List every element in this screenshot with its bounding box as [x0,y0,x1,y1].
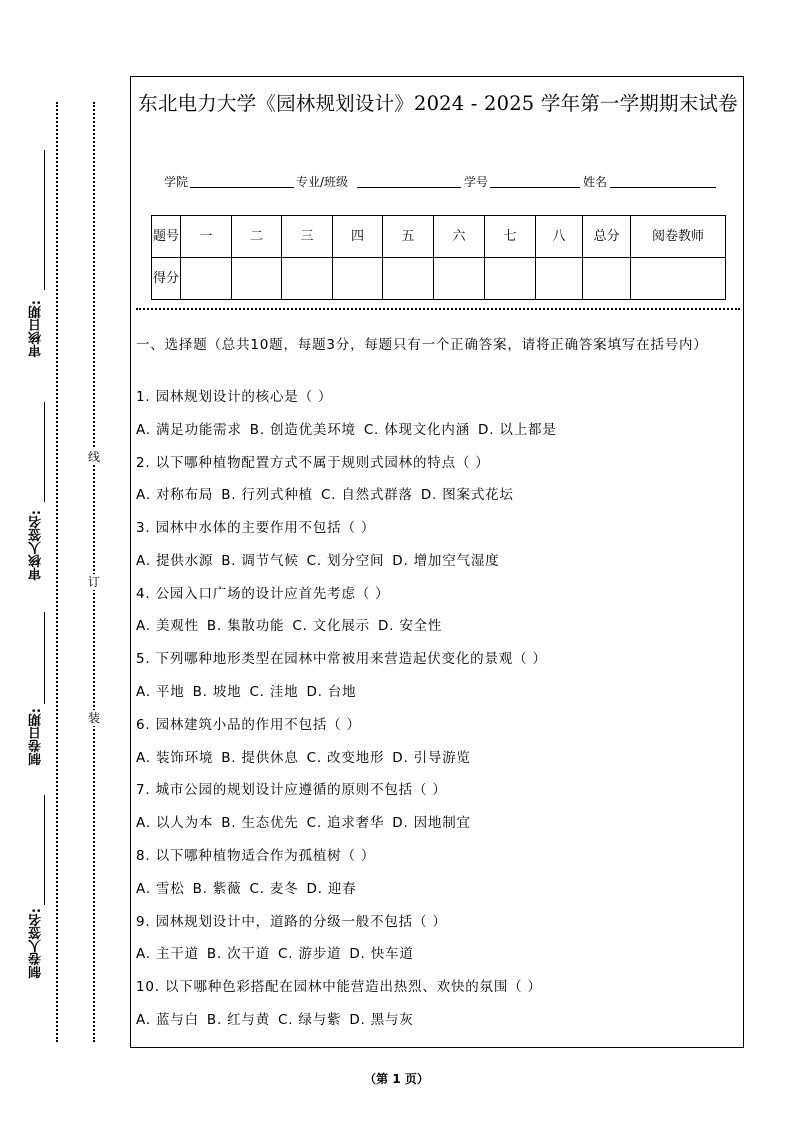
col-total: 总分 [583,216,631,258]
col-grader: 阅卷教师 [631,216,726,258]
page-number: （第 1 页） [364,1072,429,1086]
row-label-score: 得分 [152,258,181,300]
option-5-a[interactable]: A. 平地 [136,684,185,700]
option-9-a[interactable]: A. 主干道 [136,946,199,962]
question-2: 2. 以下哪种植物配置方式不属于规则式园林的特点（ ） [136,455,490,471]
score-cell[interactable] [232,258,282,300]
score-cell[interactable] [383,258,434,300]
score-cell[interactable] [434,258,485,300]
option-3-d[interactable]: D. 增加空气湿度 [392,553,500,569]
option-4-b[interactable]: B. 集散功能 [206,618,285,634]
option-6-a[interactable]: A. 装饰环境 [136,750,214,766]
options-8 [136,880,364,898]
options-1 [136,421,565,439]
option-8-a[interactable]: A. 雪松 [136,881,185,897]
reviewer-date-label: 审核日期: [29,300,44,358]
option-9-b[interactable]: B. 次干道 [206,946,271,962]
option-1-d[interactable]: D. 以上都是 [478,422,557,438]
option-6-d[interactable]: D. 引导游览 [392,750,471,766]
score-cell[interactable] [536,258,583,300]
option-4-d[interactable]: D. 安全性 [377,618,443,634]
section-heading: 一、选择题（总共10题，每题3分，每题只有一个正确答案，请将正确答案填写在括号内） [136,337,708,353]
field-major-input[interactable] [357,187,461,188]
option-9-c[interactable]: C. 游步道 [278,946,342,962]
maker-signature-label: 制卷人签名: [29,908,44,979]
inner-dotted-line [56,102,58,1042]
score-cell[interactable] [583,258,631,300]
question-3: 3. 园林中水体的主要作用不包括（ ） [136,520,376,536]
options-3 [136,552,507,570]
binding-dotted-line [93,102,95,1042]
option-7-d[interactable]: D. 因地制宜 [392,815,471,831]
col-6: 六 [434,216,485,258]
col-8: 八 [536,216,583,258]
options-7 [136,814,479,832]
field-major-label: 专业/班级 [296,175,349,189]
field-name-input[interactable] [610,187,716,188]
option-8-d[interactable]: D. 迎春 [306,881,357,897]
binding-char-bind: 装 [87,711,100,725]
col-7: 七 [485,216,536,258]
option-3-b[interactable]: B. 调节气候 [221,553,299,569]
option-3-c[interactable]: C. 划分空间 [306,553,385,569]
option-10-c[interactable]: C. 绿与紫 [278,1012,342,1028]
option-1-c[interactable]: C. 体现文化内涵 [363,422,471,438]
field-id-input[interactable] [490,187,580,188]
col-4: 四 [333,216,383,258]
question-9: 9. 园林规划设计中，道路的分级一般不包括（ ） [136,914,447,930]
score-cell[interactable] [282,258,333,300]
binding-char-staple: 订 [87,575,100,589]
options-6 [136,749,479,767]
option-7-a[interactable]: A. 以人为本 [136,815,214,831]
row-label-question-number: 题号 [152,216,181,258]
score-cell[interactable] [333,258,383,300]
question-1: 1. 园林规划设计的核心是（ ） [136,389,333,405]
option-2-d[interactable]: D. 图案式花坛 [420,487,514,503]
option-7-b[interactable]: B. 生态优先 [221,815,299,831]
question-5: 5. 下列哪种地形类型在园林中常被用来营造起伏变化的景观（ ） [136,651,547,667]
option-2-c[interactable]: C. 自然式群落 [320,487,413,503]
maker-date-label: 制卷日期: [29,708,44,766]
option-4-a[interactable]: A. 美观性 [136,618,199,634]
options-2 [136,486,522,504]
col-5: 五 [383,216,434,258]
option-10-b[interactable]: B. 红与黄 [206,1012,271,1028]
options-10 [136,1011,422,1029]
option-3-a[interactable]: A. 提供水源 [136,553,214,569]
question-7: 7. 城市公园的规划设计应遵循的原则不包括（ ） [136,782,447,798]
options-9 [136,945,422,963]
options-5 [136,683,364,701]
reviewer-signature-line [44,402,45,502]
maker-date-line [44,612,45,704]
option-2-b[interactable]: B. 行列式种植 [221,487,313,503]
option-1-b[interactable]: B. 创造优美环境 [249,422,356,438]
option-8-c[interactable]: C. 麦冬 [249,881,299,897]
score-table-score-row [152,258,726,300]
option-6-b[interactable]: B. 提供休息 [221,750,299,766]
col-1: 一 [181,216,232,258]
option-7-c[interactable]: C. 追求奢华 [306,815,385,831]
question-8: 8. 以下哪种植物适合作为孤植树（ ） [136,848,376,864]
option-8-b[interactable]: B. 紫薇 [192,881,242,897]
score-cell[interactable] [485,258,536,300]
field-id-label: 学号 [464,175,489,189]
page-title: 东北电力大学《园林规划设计》2024 - 2025 学年第一学期期末试卷 [138,92,738,115]
dotted-separator [136,308,740,310]
option-9-d[interactable]: D. 快车道 [349,946,414,962]
field-college-input[interactable] [190,187,294,188]
option-10-a[interactable]: A. 蓝与白 [136,1012,199,1028]
score-cell[interactable] [181,258,232,300]
options-4 [136,617,450,635]
field-name-label: 姓名 [583,175,608,189]
question-4: 4. 公园入口广场的设计应首先考虑（ ） [136,586,390,602]
option-2-a[interactable]: A. 对称布局 [136,487,214,503]
option-1-a[interactable]: A. 满足功能需求 [136,422,242,438]
option-5-d[interactable]: D. 台地 [306,684,357,700]
binding-char-line: 线 [87,450,100,464]
reviewer-signature-label: 审核人签名: [29,510,44,581]
option-5-b[interactable]: B. 坡地 [192,684,242,700]
reviewer-date-line [44,150,45,290]
option-5-c[interactable]: C. 洼地 [249,684,299,700]
col-3: 三 [282,216,333,258]
question-10: 10. 以下哪种色彩搭配在园林中能营造出热烈、欢快的氛围（ ） [136,979,542,995]
option-6-c[interactable]: C. 改变地形 [306,750,385,766]
score-table [151,215,726,300]
question-6: 6. 园林建筑小品的作用不包括（ ） [136,717,361,733]
score-table-header-row [152,216,726,258]
field-college-label: 学院 [164,175,189,189]
option-10-d[interactable]: D. 黑与灰 [349,1012,414,1028]
score-cell[interactable] [631,258,726,300]
maker-signature-line [44,795,45,905]
col-2: 二 [232,216,282,258]
option-4-c[interactable]: C. 文化展示 [292,618,370,634]
